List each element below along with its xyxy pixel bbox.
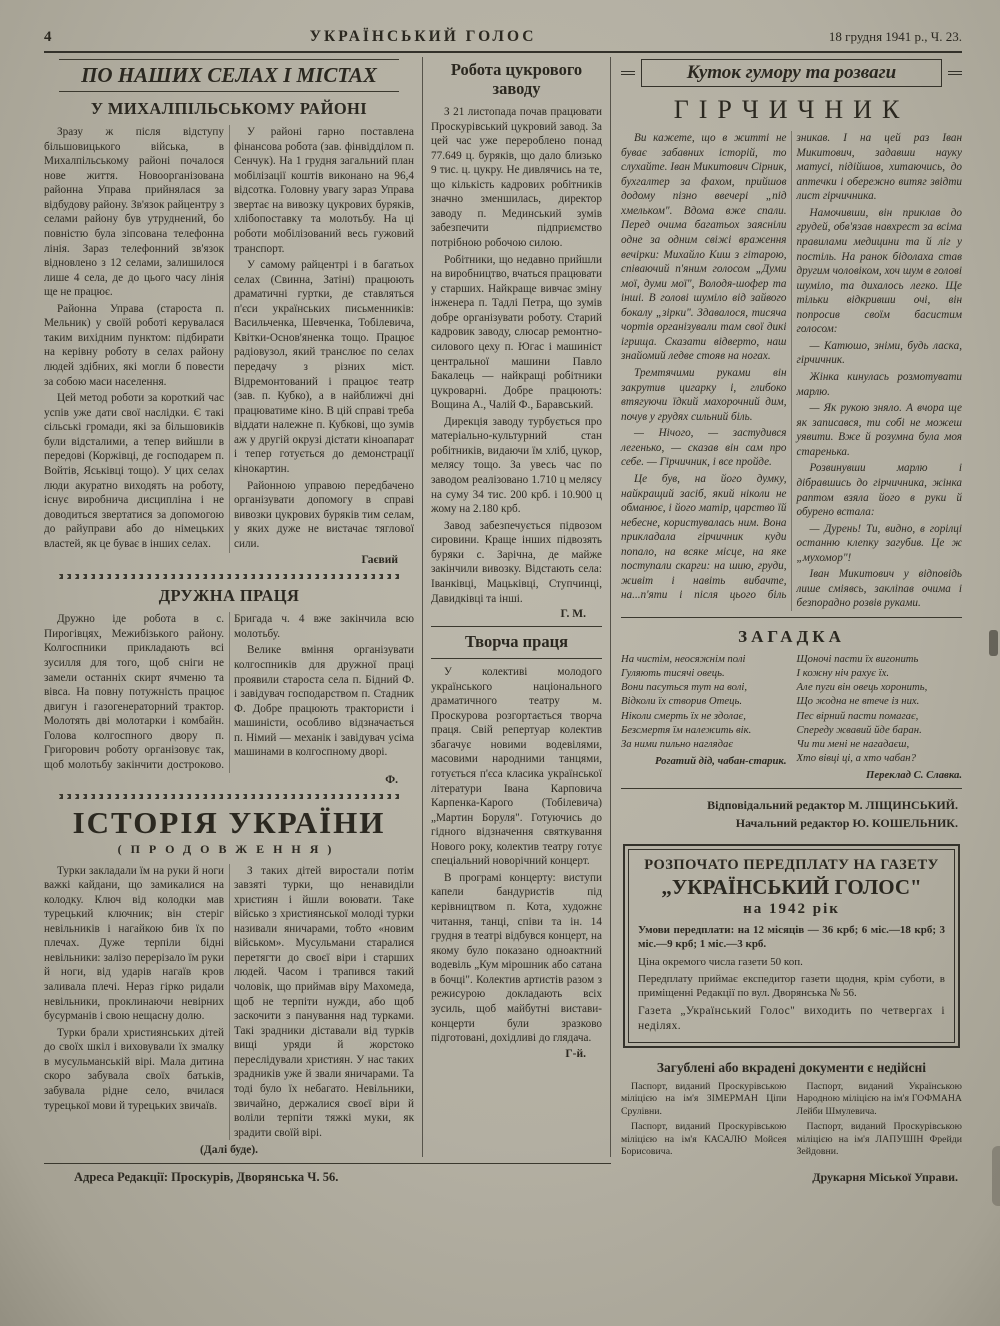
middle-column — [422, 57, 611, 1157]
riddle-section — [621, 624, 962, 782]
article-body: Дружно іде робота в с. Пирогівцях, Межибізького району. Колгоспники прикладають всі зусилля для того, щоб сніги не замели останніх скирт ячменю та вівса. На повну потужність працює двигун і газогенераторний трактор. Молотять дві молотарки і комбайн. Голова колгоспного двору п. Григорович роботу організовує так, щоб молотьбу закінчити достроково. Бригада ч. 4 вже закінчила всю молотьбу. Велике вміння організувати колгоспників для дружної праці проявили староста села п. Бідний Ф. і завідувач господарством п. Стадник Ф. Добре працюють трактористи і машиністи, особливо відзначається п. Німий — механік і завідувач усіма машинами в колгоспному дворі. — [44, 613, 414, 771]
humor-corner-title: Куток гумору та розваги — [641, 59, 942, 87]
article-signature: Г. М. — [560, 608, 586, 621]
article-sugar-factory — [431, 61, 602, 620]
article-title-large: ІСТОРІЯ УКРАЇНИ — [72, 804, 386, 840]
to-be-continued-note: (Далі буде). — [199, 1144, 259, 1157]
scan-artifact — [989, 630, 998, 656]
article-body: Турки закладали їм на руки й ноги важкі кайдани, що замикалися на колодку. Ключ від колодки мав турецький ключник; він стеріг невільників і нагайкою бив їх по плечах. Дуже терпіли бідні невільники: залізо перерізало їм руки й ноги, від ударів нагаїв кров заливала плечі. Нераз гірко ридали невільники, проклинаючи невірних бусурманів і свою нещасну долю. Турки брали християнських дітей до своїх шкіл і виховували їх змалку в мусульманській вірі. Мала дитина скоро забувала своїх батьків, забувала рідне село, вчилася турецької мови й турецьких звичаїв. З таких дітей виростали потім завзяті турки, що ненавиділи християн і йшли воювати. Таке військо з християнської молоді турки називали яничарами, тобто «новим військом». Мусульмани старалися перетягти до своєї віри і старших людей. Часом і трапився такий чоловік, що приймав віру Махомеда, щоб не терпіти нужди, або щоб заскочити з панування над турками. Такі зрадники діставали від турків вищі уряди й жорстоко переслідували християн. У нас таких зрадників уже й звали яничарами. Та тоді було їх небагато. Невільники, звичайно, держалися своєї віри й воліли терпіти тяжкі муки, як зрадити своїй вірі. — [44, 864, 414, 1139]
subscription-year: на 1942 рік — [743, 901, 840, 918]
article-mykhalpil-district — [44, 99, 414, 566]
newspaper-title: УКРАЇНСЬКИЙ ГОЛОС — [309, 28, 537, 45]
page-number: 4 — [44, 29, 52, 45]
lost-documents-title: Загублені або вкрадені документи є недійсні — [656, 1059, 927, 1075]
article-tvorcha-pratsia — [431, 633, 602, 1060]
article-hirchychnyk — [621, 91, 962, 611]
wavy-divider — [55, 794, 403, 799]
scan-artifact — [992, 1146, 1000, 1206]
article-title: Робота цукрового заводу — [450, 60, 583, 98]
humor-corner-header — [621, 59, 962, 87]
article-signature: Ф. — [385, 773, 398, 786]
printing-house-line: Друкарня Міської Управи. — [812, 1169, 958, 1184]
issue-date: 18 грудня 1941 р., Ч. 23. — [828, 29, 962, 44]
subscription-headline: РОЗПОЧАТО ПЕРЕДПЛАТУ НА ГАЗЕТУ — [644, 857, 939, 874]
subscription-paper-name: „УКРАЇНСЬКИЙ ГОЛОС" — [661, 875, 922, 900]
article-body: Зразу ж після відступу більшовицького війська, в Михалпільському районі почалося нове життя. Новоорганізована районна Управа прийнялася за відбудову району. Зв'язок райцентру з селами району був утруднений, бо повністю була зіпсована телефонна лінія. Зараз телефонний зв'язок відновлено з 12 селами, залишилося лише 4 села, де до цього часу лінія ще не працює. Районна Управа (староста п. Мельник) у своїй роботі керувалася таким вихідним пунктом: підбирати на керівну роботу в селах району людей здібних, які могли б повести за собою маси населення. Цей метод роботи за короткий час успів уже дати свої наслідки. Є такі сільські громади, які за більшовиків були відсталими, а тепер вийшли в передові (Коржівці, де господарем п. Войтів, Яськівці тощо). У цих селах люди акуратно виходять на роботу, існує виробнича дисципліна і не доводиться звертатися за допомогою до райуправи або до німецьких властей, як це буває в інших селах. У районі гарно поставлена фінансова робота (зав. фінвідділом п. Сенчук). На 1 грудня загальний план мобілізації коштів виконано на 96,4 відсотка. Головну увагу зараз Управа звертає на вивозку цукрових буряків, хлібопоставку та молотьбу. На ці роботи мобілізований весь гужовий транспорт. У самому райцентрі і в багатьох селах (Свинна, Затіні) працюють драматичні гуртки, де ставляться п'єси українських письменників: Васильченка, Шевченка, Тобілевича, Квітки-Основ'яненка тощо. Працює радіовузол, який транслює по селах передачу з різних міст. Відремонтований і працює театр (зав. п. Кубко), а в найближчі дні працюватиме кіно. В цій справі треба віддати належне п. Кубкові, що зумів аж у другій окрузі дістати кіноапарат і тепер готується до демонстрації кінокартин. Районною управою передбачено організувати допомогу в справі вивозки цукрових буряків тим селам, у яких дуже не вистачає тяглової сили. — [44, 126, 414, 550]
lost-documents-left: Паспорт, виданий Проскурівською міліцією на ім'я ЗІМЕРМАН Ціпи Срулівни. Паспорт, виданий Проскурівською міліцією на ім'я КАСАЛЮ Мойсея Борисовича. — [621, 1080, 787, 1158]
article-title: ДРУЖНА ПРАЦЯ — [158, 586, 300, 606]
lost-documents-columns — [621, 1081, 962, 1162]
subscription-terms: Умови передплати: на 12 місяців — 36 крб; 6 міс.—18 крб; 3 міс.—9 крб; 1 міс.—3 крб. — [638, 924, 945, 951]
left-inner — [44, 57, 611, 1157]
column-divider — [431, 626, 602, 627]
title-underline — [431, 658, 602, 659]
riddle-verse-left: На чистім, неосяжнім полі Гуляють тисячі овець. Вони пасуться тут на волі, Відколи їх створив Отець. Ніколи смерть їх не здолає, Безсмертя їм належить вік. За ними пильно наглядає Рогатий дід, чабан-старик. — [621, 653, 787, 767]
lost-documents-section — [621, 1054, 962, 1162]
article-subtitle: (ПРОДОВЖЕННЯ) — [117, 841, 341, 856]
subscription-note: Передплату приймає експедитор газети щодня, крім суботи, в приміщенні Редакції по вул. Дворянська № 56. — [638, 973, 945, 1000]
villages-section — [44, 57, 422, 1157]
subscription-ad-box — [623, 844, 960, 1048]
section-divider — [621, 617, 962, 618]
article-body: У колективі молодого українського національного драматичного театру м. Проскурова розгортається творча праця. Свій репертуар колектив збагачує новими водевілями, масовими народними танцями, готується п'єса класика української літератури Івана Карповича Карпенка-Карого (Тобілевича) „Мартин Боруля". Готуючись до гідного відзначення святкування Нового року, колектив театру готує спеціальний новорічний концерт. В програмі концерту: виступи капели бандуристів під керівництвом п. Кота, художнє читання, танці, співи та ін. 14 грудня в театрі відбувся концерт, на якому було показано одноактний водевіль „Кум мірошник або сатана в бочці". Колектив артистів разом з режисурою докладають всіх зусиль, щоб майбутні вистави-концерти були зразково підготовані, дохідливі до глядача. — [431, 666, 602, 1045]
lost-documents-right: Паспорт, виданий Українською Народною міліцією на ім'я ГОФМАНА Лейби Шмулевича. Паспорт, виданий Проскурівською міліцією на ім'я ЛАПУШІН Фрейди Зейдовни. — [796, 1080, 962, 1158]
article-body: Ви кажете, що в житті не буває забавних історій, то слухайте. Іван Микитович Сірник, бухгалтер за фахом, прийшов додому пізно ввечері „під хмельком". Вдома вже спали. Перед очима багатьох заясніли одне за одним свіжі враження вечірки: Михайло Киш з гітарою, співаючий п'яним голосом „Думи мої, думи мої", Володя-шофер та інші. В голові шуміло від зайвого бокалу „зірки". Здавалося, тисяча чортів організували там свої дикі ігрища. Сказати відверто, наш знайомий ледве стояв на ногах. Тремтячими руками він закрутив цигарку і, глибоко втягуючи їдкий махорочний дим, почув у грудях сильний біль. — Нічого, — застудився легенько, — сказав він сам про себе. — Гірчичник, і все пройде. Це був, на його думку, найкращий засіб, який ніколи не обманює, і його матір, царство їй небесне, користувалась ним. Вона прикладала гірчичник куди попало, на всяке місце, на яке поступали скарги: на шию, груди, живіт і навіть вибачте, на...п'яти і після цього біль зникав. І на цей раз Іван Микитович, задавши науку матусі, підійшов, хитаючись, до аптечки і обережно витяг звідти лист гірчичника. Намочивши, він приклав до грудей, обв'язав навхрест за всіма правилами медицини та й ліг у постіль. На ранок бідолаха став другим чоловіком, хоч шум в голові шуміло, та дихалось легко. Ще тільки відкривши очі, він попросив своїм басистим голосом: — Катюшо, зніми, будь ласка, гірчичник. Жінка кинулась розмотувати марлю. — Як рукою зняло. А вчора ще як записався, ти собі не можеш уявити. Вже й розумна була моя старенька. Розвинувши марлю і дібравшись до гірчичника, жінка раптом взяла його в руки й обурено встала: — Дурень! Ти, видно, в горілці останню клепку загубив. Це ж „мухомор"! Іван Микитович у відповідь лише сміявсь, закліпав очима і безпорадно розвів руками. — [621, 132, 962, 610]
section-header-text: ПО НАШИХ СЕЛАХ І МІСТАХ — [81, 63, 377, 87]
article-title: У МИХАЛПІЛЬСЬКОМУ РАЙОНІ — [90, 99, 368, 118]
editors-block: Відповідальний редактор М. ЛІЩИНСЬКИЙ. Начальний редактор Ю. КОШЕЛЬНИК. — [621, 788, 962, 836]
article-body: З 21 листопада почав працювати Проскурівський цукровий завод. За цей час уже перероблено понад 77.649 ц. буряків, що дало близько 9 тис. ц. цукру. Не дивлячись на те, що кількість кадрових робітників значно зменшилась, директор заводу п. Мединський зумів забезпечити підприємство потрібною робочою силою. Робітники, що недавно прийшли на виробництво, вчаться працювати у старших. Найкраще вивчає зміну інженера п. Тадлі Петра, що зумів добре організувати роботу. Старий кадровик заводу, слюсар ремонтно-силового цеху п. Югас і машиніст центральної машини Павло Бакалець — найкращі робітники цукроварні. Добре працюють: Вощина А., Чалій Ф., Баравський. Дирекція заводу турбується про матеріально-культурний стан робітників, видаючи їм хліб, цукор, мелясу тощо. За увесь час по заводом реалізовано 1.710 ц мелясу на суму 34 тис. 200 крб. і 10.900 ц жому на 2.180 крб. Завод забезпечується підвозом сировини. Краще інших підвозять буряки с. Зарічна, де майже закінчили вивозку. Відстають села: Іванківці, Мацьківці, Ступчинці, Давидківці та інші. — [431, 105, 602, 605]
article-istoria-ukrainy — [44, 805, 414, 1157]
riddle-columns — [621, 652, 962, 782]
masthead — [44, 28, 962, 46]
article-title: Творча праця — [464, 632, 569, 652]
article-signature: Гаєвий — [361, 554, 398, 567]
wavy-divider — [55, 574, 403, 579]
section-header-villages — [59, 59, 399, 92]
publication-schedule: Газета „Український Голос" виходить по четвергах і неділях. — [638, 1004, 945, 1033]
page-content — [44, 57, 962, 1187]
humor-section — [611, 57, 962, 1187]
left-group — [44, 57, 611, 1187]
riddle-title: ЗАГАДКА — [738, 627, 845, 646]
editorial-address: Адреса Редакції: Проскурів, Дворянська Ч. 56. — [44, 1163, 611, 1187]
article-druzhna-pratsia — [44, 586, 414, 785]
article-signature: Г-й. — [565, 1047, 586, 1060]
subscription-ad-inner — [628, 849, 955, 1043]
article-title: ГІРЧИЧНИК — [673, 95, 910, 124]
single-issue-price: Ціна окремого числа газети 50 коп. — [638, 955, 803, 968]
masthead-divider — [44, 51, 962, 53]
riddle-verse-right: Щоночі пасти їх вигонить І кожну ніч рахує їх. Але пуги він овець хоронить, Що жодна не втече із них. Пес вірний пасти помагає, Спереду жвавий йде баран. Чи ти мені не нагадаєш, Хто вівці ці, а хто чабан? Переклад С. Славка. — [796, 653, 962, 781]
